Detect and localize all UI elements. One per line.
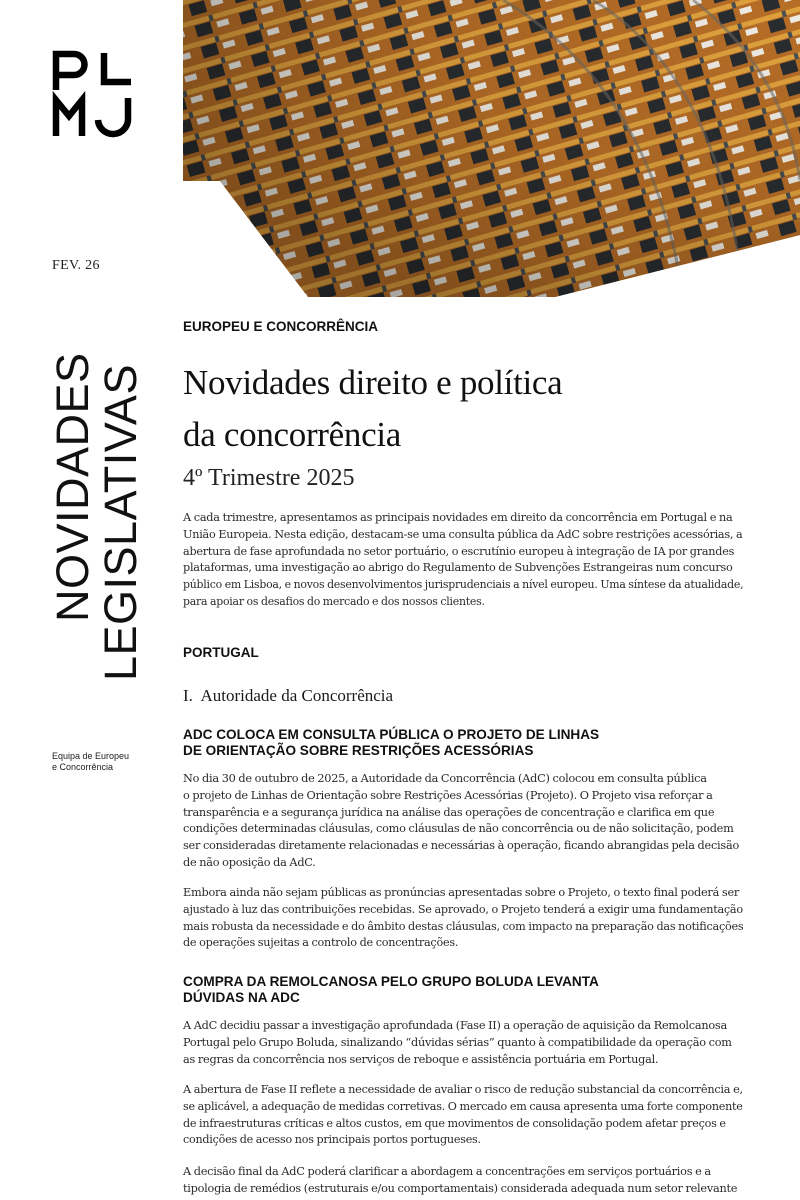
text-line: ser consideradas diretamente relacionadas e necessárias à operação, ficando abrangidas pela decisão (183, 839, 740, 853)
text-line: A abertura de Fase II reflete a necessidade de avaliar o risco de redução substancial da concorrência e, (183, 1083, 743, 1096)
text-line: de não oposição da AdC. (183, 855, 316, 869)
quarter-subtitle: 4º Trimestre 2025 (183, 465, 355, 491)
title-line-2: da concorrência (183, 415, 401, 454)
text-line: mais robusta da necessidade e do âmbito destas cláusulas, com impacto na preparação das notificações (183, 919, 744, 933)
text-line: se aplicável, a adequação de medidas corretivas. O mercado em causa apresenta uma forte componente (183, 1099, 743, 1113)
article-paragraph (183, 1082, 750, 1149)
text-line: União Europeia. Nesta edição, destacam-se uma consulta pública da AdC sobre restrições acessórias, a (183, 527, 743, 541)
text-line: de operações sujeitas a controlo de concentrações. (183, 936, 459, 950)
heading-line: DE ORIENTAÇÃO SOBRE RESTRIÇÕES ACESSÓRIAS (183, 743, 534, 758)
article-paragraph (183, 885, 747, 952)
issue-date: FEV. 26 (52, 258, 100, 273)
text-line: condições de acesso nos principais portos portugueses. (183, 1133, 481, 1147)
vertical-title-novidades: NOVIDADES (47, 352, 98, 622)
page-title (183, 357, 562, 461)
intro-paragraph (183, 510, 763, 611)
text-line: de infraestruturas críticas e altos custos, em que movimentos de consolidação podem afetar preços e (183, 1116, 726, 1130)
team-line-1: Equipa de Europeu (52, 751, 130, 761)
team-credit (52, 751, 129, 773)
text-line: para apoiar os desafios do mercado e dos nossos clientes. (183, 594, 485, 608)
team-line-2: e Concorrência (52, 762, 114, 772)
plmj-logo (52, 50, 132, 138)
text-line: A cada trimestre, apresentamos as principais novidades em direito da concorrência em Portugal e na (183, 511, 733, 524)
text-line: transparência e a segurança jurídica na análise das operações de concentração e clarifica em que (183, 805, 715, 819)
article-heading (183, 727, 599, 759)
text-line: ajustado à luz das contribuições recebidas. Se aprovado, o Projeto tenderá a exigir uma fundamentação (183, 902, 743, 916)
text-line: No dia 30 de outubro de 2025, a Autoridade da Concorrência (AdC) colocou em consulta pública (183, 772, 707, 785)
article-paragraph (183, 771, 739, 872)
text-line: público em Lisboa, e novos desenvolvimentos jurisprudenciais a nível europeu. Uma síntese da atualidade, (183, 578, 744, 592)
practice-area-kicker: EUROPEU E CONCORRÊNCIA (183, 319, 379, 334)
title-line-1: Novidades direito e política (183, 363, 563, 402)
article-paragraph (183, 1018, 732, 1068)
text-line: plataformas, uma investigação ao abrigo do Regulamento de Subvenções Estrangeiras num concurso (183, 561, 733, 575)
text-line: Portugal pelo Grupo Boluda, sinalizando “dúvidas sérias” quanto à compatibilidade da operação com (183, 1035, 732, 1049)
article-paragraph (183, 1164, 737, 1198)
heading-line: COMPRA DA REMOLCANOSA PELO GRUPO BOLUDA LEVANTA (183, 974, 599, 989)
text-line: A AdC decidiu passar a investigação aprofundada (Fase II) a operação de aquisição da Remolcanosa (183, 1019, 727, 1032)
text-line: abertura de fase aprofundada no setor portuário, o escrutínio europeu à integração de IA por grandes (183, 544, 735, 558)
text-line: Embora ainda não sejam públicas as pronúncias apresentadas sobre o Projeto, o texto final poderá ser (183, 886, 740, 899)
text-line: condições determinadas cláusulas, como cláusulas de não concorrência ou de não solicitação, podem (183, 822, 734, 836)
heading-line: ADC COLOCA EM CONSULTA PÚBLICA O PROJETO DE LINHAS (183, 727, 600, 742)
subsection-heading: I. Autoridade da Concorrência (183, 686, 394, 705)
article-heading (183, 974, 599, 1006)
section-heading-portugal: PORTUGAL (183, 645, 259, 660)
text-line: as regras da concorrência nos serviços de reboque e assistência portuária em Portugal. (183, 1052, 659, 1066)
heading-line: DÚVIDAS NA ADC (183, 990, 300, 1005)
text-line: A decisão final da AdC poderá clarificar a abordagem a concentrações em serviços portuários e a (183, 1165, 711, 1178)
hero-parliament-image (183, 0, 800, 297)
text-line: o projeto de Linhas de Orientação sobre Restrições Acessórias (Projeto). O Projeto visa reforçar a (183, 788, 713, 802)
text-line: tipologia de remédios (estruturais e/ou comportamentais) considerada adequada num setor relevante (183, 1181, 738, 1195)
vertical-title-legislativas: LEGISLATIVAS (95, 364, 146, 681)
